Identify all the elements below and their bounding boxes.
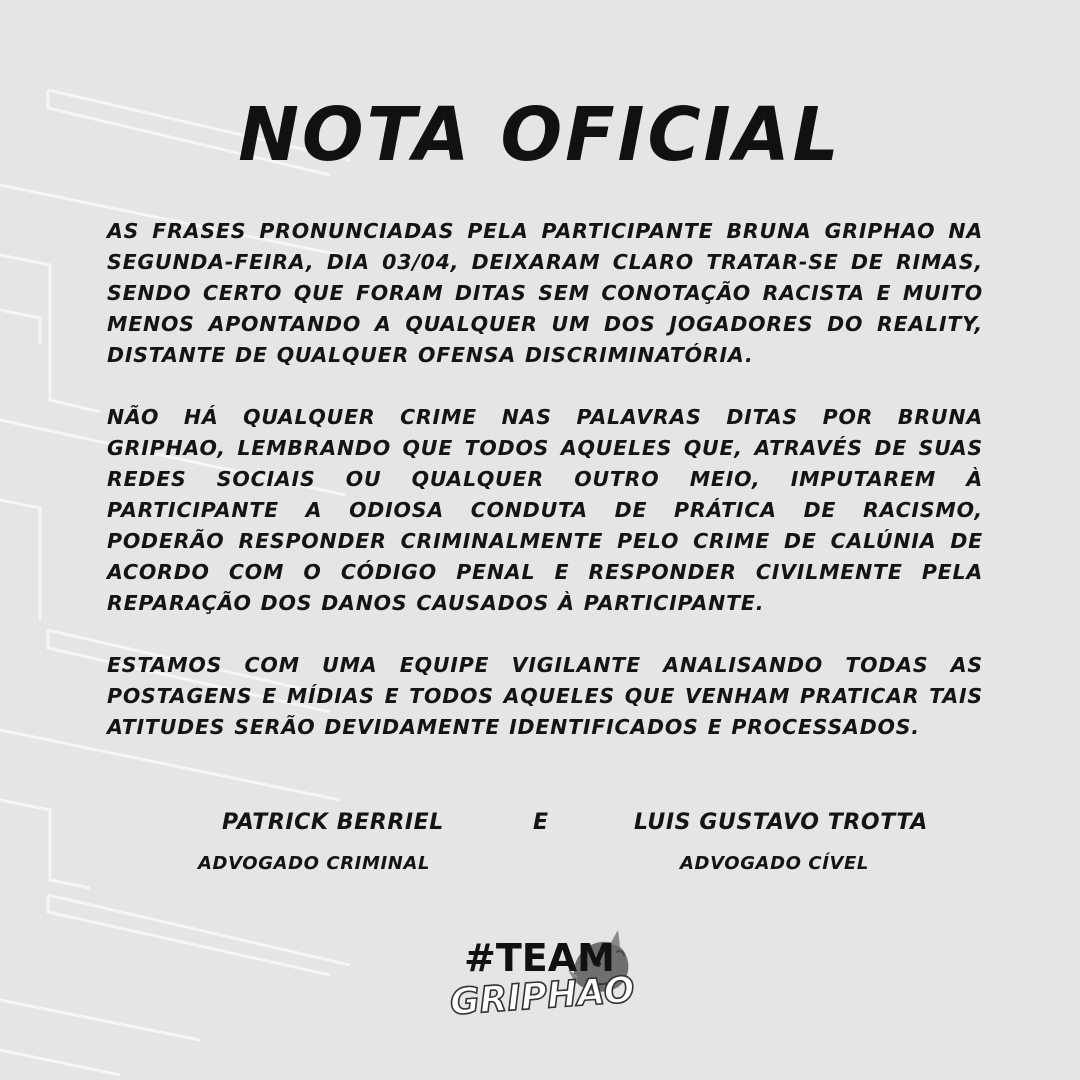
paragraph-2: NÃO HÁ QUALQUER CRIME NAS PALAVRAS DITAS POR BRUNA GRIPHAO, LEMBRANDO QUE TODOS AQUELES QUE, ATRAVÉS DE SUAS REDES SOCIAIS OU QUALQUER OUTRO MEIO, IMPUTAREM À PARTICIPANTE A ODIOSA CONDUTA DE PRÁTICA DE RACISMO, PODERÃO RESPONDER CRIMINALMENTE PELO CRIME DE CALÚNIA DE ACORDO COM O CÓDIGO PENAL E RESPONDER CIVILMENTE PELA REPARAÇÃO DOS DANOS CAUSADOS À PARTICIPANTE. [107,405,983,615]
signature-name-right: LUIS GUSTAVO TROTTA [634,810,928,835]
signature-role-left: ADVOGADO CRIMINAL [198,853,431,874]
signature-name-left: PATRICK BERRIEL [222,810,444,835]
page-title: NOTA OFICIAL [238,92,842,178]
logo-team-text: #TEAM [464,936,615,980]
signature-role-right: ADVOGADO CÍVEL [680,853,870,874]
team-griphao-logo [438,930,638,1030]
logo-griphao-text: GRIPHAO [448,969,636,1024]
paragraph-3: ESTAMOS COM UMA EQUIPE VIGILANTE ANALISANDO TODAS AS POSTAGENS E MÍDIAS E TODOS AQUELES QUE VENHAM PRATICAR TAIS ATITUDES SERÃO DEVIDAMENTE IDENTIFICADOS E PROCESSADOS. [107,653,983,739]
statement-body [107,216,983,743]
paragraph-1: AS FRASES PRONUNCIADAS PELA PARTICIPANTE BRUNA GRIPHAO NA SEGUNDA-FEIRA, DIA 03/04, DEIXARAM CLARO TRATAR-SE DE RIMAS, SENDO CERTO QUE FORAM DITAS SEM CONOTAÇÃO RACISTA E MUITO MENOS APONTANDO A QUALQUER UM DOS JOGADORES DO REALITY, DISTANTE DE QUALQUER OFENSA DISCRIMINATÓRIA. [107,219,983,367]
signature-connector: E [533,810,549,835]
